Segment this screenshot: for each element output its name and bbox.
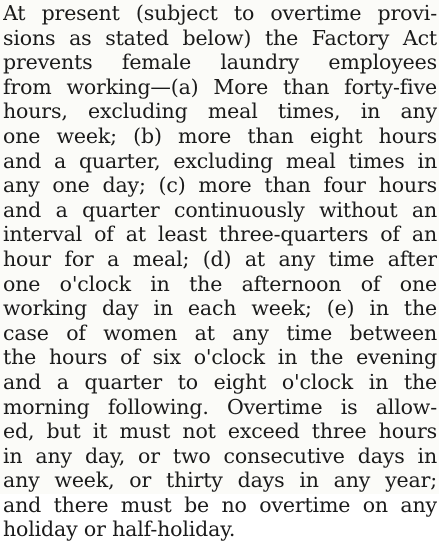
article-line: hours, excluding meal times, in any [3,99,437,124]
article-line: from working—(a) More than forty-five [3,74,437,99]
article-line: and there must be no overtime on any [3,492,437,517]
article-line: At present (subject to overtime provi- [3,1,437,25]
article-line: one o'clock in the afternoon of one [3,271,437,296]
article-line: interval of at least three-quarters of an [3,222,437,247]
article-line: morning following. Overtime is allow- [3,394,437,419]
article-line: holiday or half-holiday. [3,517,236,542]
article-paragraph [3,1,437,542]
article-line: any week, or thirty days in any year; [3,468,437,493]
article-line: one week; (b) more than eight hours [3,123,437,148]
article-line: case of women at any time between [3,320,437,345]
article-line: prevents female laundry employees [3,50,437,75]
article-line: ed, but it must not exceed three hours [3,419,437,444]
article-line: and a quarter continuously without an [3,197,437,222]
article-line: sions as stated below) the Factory Act [3,25,437,50]
article-line: and a quarter, excluding meal times in [3,148,437,173]
article-line: hour for a meal; (d) at any time after [3,246,437,271]
article-line: in any day, or two consecutive days in [3,443,437,468]
article-line: the hours of six o'clock in the evening [3,345,437,370]
article-line: and a quarter to eight o'clock in the [3,369,437,394]
article-line: working day in each week; (e) in the [3,296,437,321]
article-line: any one day; (c) more than four hours [3,173,437,198]
